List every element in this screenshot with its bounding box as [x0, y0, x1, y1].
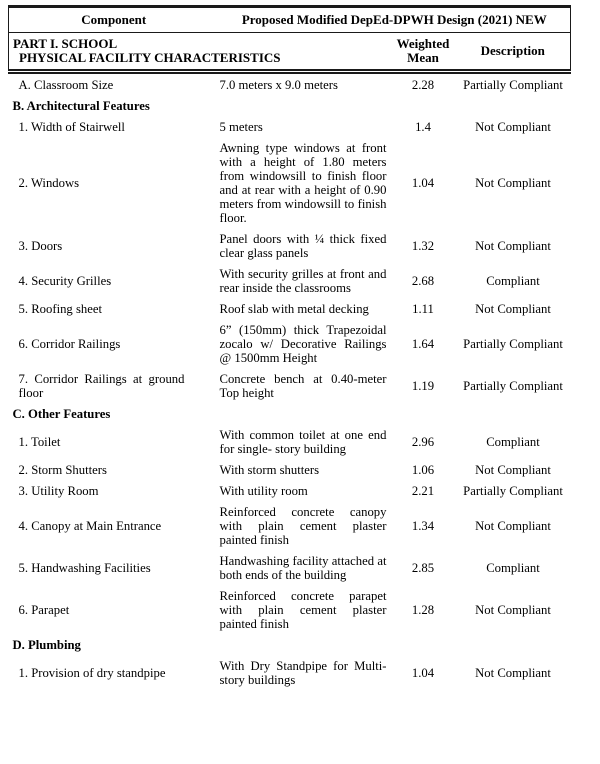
design-cell — [219, 95, 391, 116]
mean-cell — [391, 95, 456, 116]
component-cell: 2. Windows — [18, 175, 80, 190]
table-row — [9, 550, 571, 585]
mean-cell: 1.06 — [411, 462, 435, 477]
mean-cell: 2.96 — [411, 434, 435, 449]
header-design: Proposed Modified DepEd-DPWH Design (2021) NEW — [219, 7, 571, 33]
table-row — [9, 116, 571, 137]
header-component: Component — [9, 7, 219, 33]
design-cell: Concrete bench at 0.40-meter Top height — [219, 371, 387, 400]
table-row — [9, 655, 571, 690]
table-row — [9, 585, 571, 634]
design-cell: Panel doors with ¼ thick fixed clear glass panels — [219, 231, 387, 260]
description-cell: Partially Compliant — [463, 77, 563, 92]
description-cell: Not Compliant — [475, 238, 551, 253]
table-row — [9, 368, 571, 403]
mean-cell: 1.19 — [411, 378, 435, 393]
header-weighted-mean: Weighted Mean — [391, 33, 456, 72]
description-cell: Not Compliant — [475, 175, 551, 190]
mean-cell: 1.34 — [411, 518, 435, 533]
design-cell: With security grilles at front and rear inside the classrooms — [219, 266, 387, 295]
component-cell: 4. Canopy at Main Entrance — [18, 518, 162, 533]
table-row — [9, 501, 571, 550]
table-row — [9, 137, 571, 228]
component-cell: 5. Roofing sheet — [18, 301, 103, 316]
table-row — [9, 319, 571, 368]
part-title-line1: PART I. SCHOOL — [13, 36, 118, 51]
design-cell: With Dry Standpipe for Multi-story buildings — [219, 658, 387, 687]
mean-cell: 2.68 — [411, 273, 435, 288]
design-cell: Handwashing facility attached at both ends of the building — [219, 553, 387, 582]
description-cell: Partially Compliant — [463, 336, 563, 351]
table-row — [9, 298, 571, 319]
design-cell: Roof slab with metal decking — [219, 301, 369, 316]
description-cell: Not Compliant — [475, 119, 551, 134]
mean-cell: 1.4 — [415, 119, 431, 134]
component-cell: B. Architectural Features — [12, 98, 150, 113]
description-cell: Compliant — [486, 273, 540, 288]
component-cell: 6. Corridor Railings — [18, 336, 121, 351]
mean-cell: 2.85 — [411, 560, 435, 575]
component-cell: 4. Security Grilles — [18, 273, 112, 288]
mean-cell: 1.28 — [411, 602, 435, 617]
component-cell: 1. Width of Stairwell — [18, 119, 125, 134]
component-cell: 1. Provision of dry standpipe — [18, 665, 166, 680]
design-cell: 7.0 meters x 9.0 meters — [219, 77, 338, 92]
part-title-line2: PHYSICAL FACILITY CHARACTERISTICS — [19, 50, 281, 65]
table-row — [9, 634, 571, 655]
description-cell: Not Compliant — [475, 602, 551, 617]
table-row — [9, 424, 571, 459]
header-row-part — [9, 33, 571, 72]
component-cell: 6. Parapet — [18, 602, 70, 617]
description-cell: Not Compliant — [475, 462, 551, 477]
table-row — [9, 403, 571, 424]
description-cell — [456, 634, 571, 655]
table-row — [9, 459, 571, 480]
component-cell: 7. Corridor Railings at ground floor — [18, 371, 185, 400]
design-cell: 6” (150mm) thick Trapezoidal zocalo w/ Decorative Railings @ 1500mm Height — [219, 322, 387, 365]
component-cell: 2. Storm Shutters — [18, 462, 107, 477]
header-part-title — [9, 33, 391, 72]
table-header — [9, 7, 571, 72]
description-cell: Compliant — [486, 434, 540, 449]
mean-cell: 1.32 — [411, 238, 435, 253]
component-cell: 3. Utility Room — [18, 483, 99, 498]
component-cell: 1. Toilet — [18, 434, 61, 449]
component-cell: A. Classroom Size — [18, 77, 114, 92]
component-cell: 3. Doors — [18, 238, 63, 253]
design-cell: With utility room — [219, 483, 308, 498]
design-cell — [219, 403, 391, 424]
description-cell: Partially Compliant — [463, 378, 563, 393]
component-cell: D. Plumbing — [12, 637, 81, 652]
description-cell: Not Compliant — [475, 301, 551, 316]
design-cell: 5 meters — [219, 119, 263, 134]
mean-cell: 1.64 — [411, 336, 435, 351]
description-cell: Not Compliant — [475, 518, 551, 533]
description-cell — [456, 403, 571, 424]
table-body — [9, 72, 571, 691]
description-cell — [456, 95, 571, 116]
description-cell: Not Compliant — [475, 665, 551, 680]
design-cell: Reinforced concrete parapet with plain cement plaster painted finish — [219, 588, 387, 631]
mean-cell: 2.21 — [411, 483, 435, 498]
design-cell: Awning type windows at front with a height of 1.80 meters from windowsill to finish floor and at rear with a height of 0.90 meters from windowsill to finish floor. — [219, 140, 387, 225]
mean-cell — [391, 634, 456, 655]
table-row — [9, 480, 571, 501]
header-description: Description — [456, 33, 571, 72]
description-cell: Compliant — [486, 560, 540, 575]
compliance-table — [8, 5, 571, 690]
design-cell: With storm shutters — [219, 462, 320, 477]
description-cell: Partially Compliant — [463, 483, 563, 498]
table-row — [9, 95, 571, 116]
mean-cell: 1.04 — [411, 175, 435, 190]
mean-cell: 1.04 — [411, 665, 435, 680]
table-row — [9, 263, 571, 298]
design-cell — [219, 634, 391, 655]
component-cell: 5. Handwashing Facilities — [18, 560, 151, 575]
mean-cell: 1.11 — [412, 301, 434, 316]
table-row — [9, 228, 571, 263]
component-cell: C. Other Features — [12, 406, 111, 421]
design-cell: Reinforced concrete canopy with plain cement plaster painted finish — [219, 504, 387, 547]
design-cell: With common toilet at one end for single- story building — [219, 427, 387, 456]
mean-cell — [391, 403, 456, 424]
header-row-top — [9, 7, 571, 33]
mean-cell: 2.28 — [411, 77, 435, 92]
table-row — [9, 72, 571, 96]
